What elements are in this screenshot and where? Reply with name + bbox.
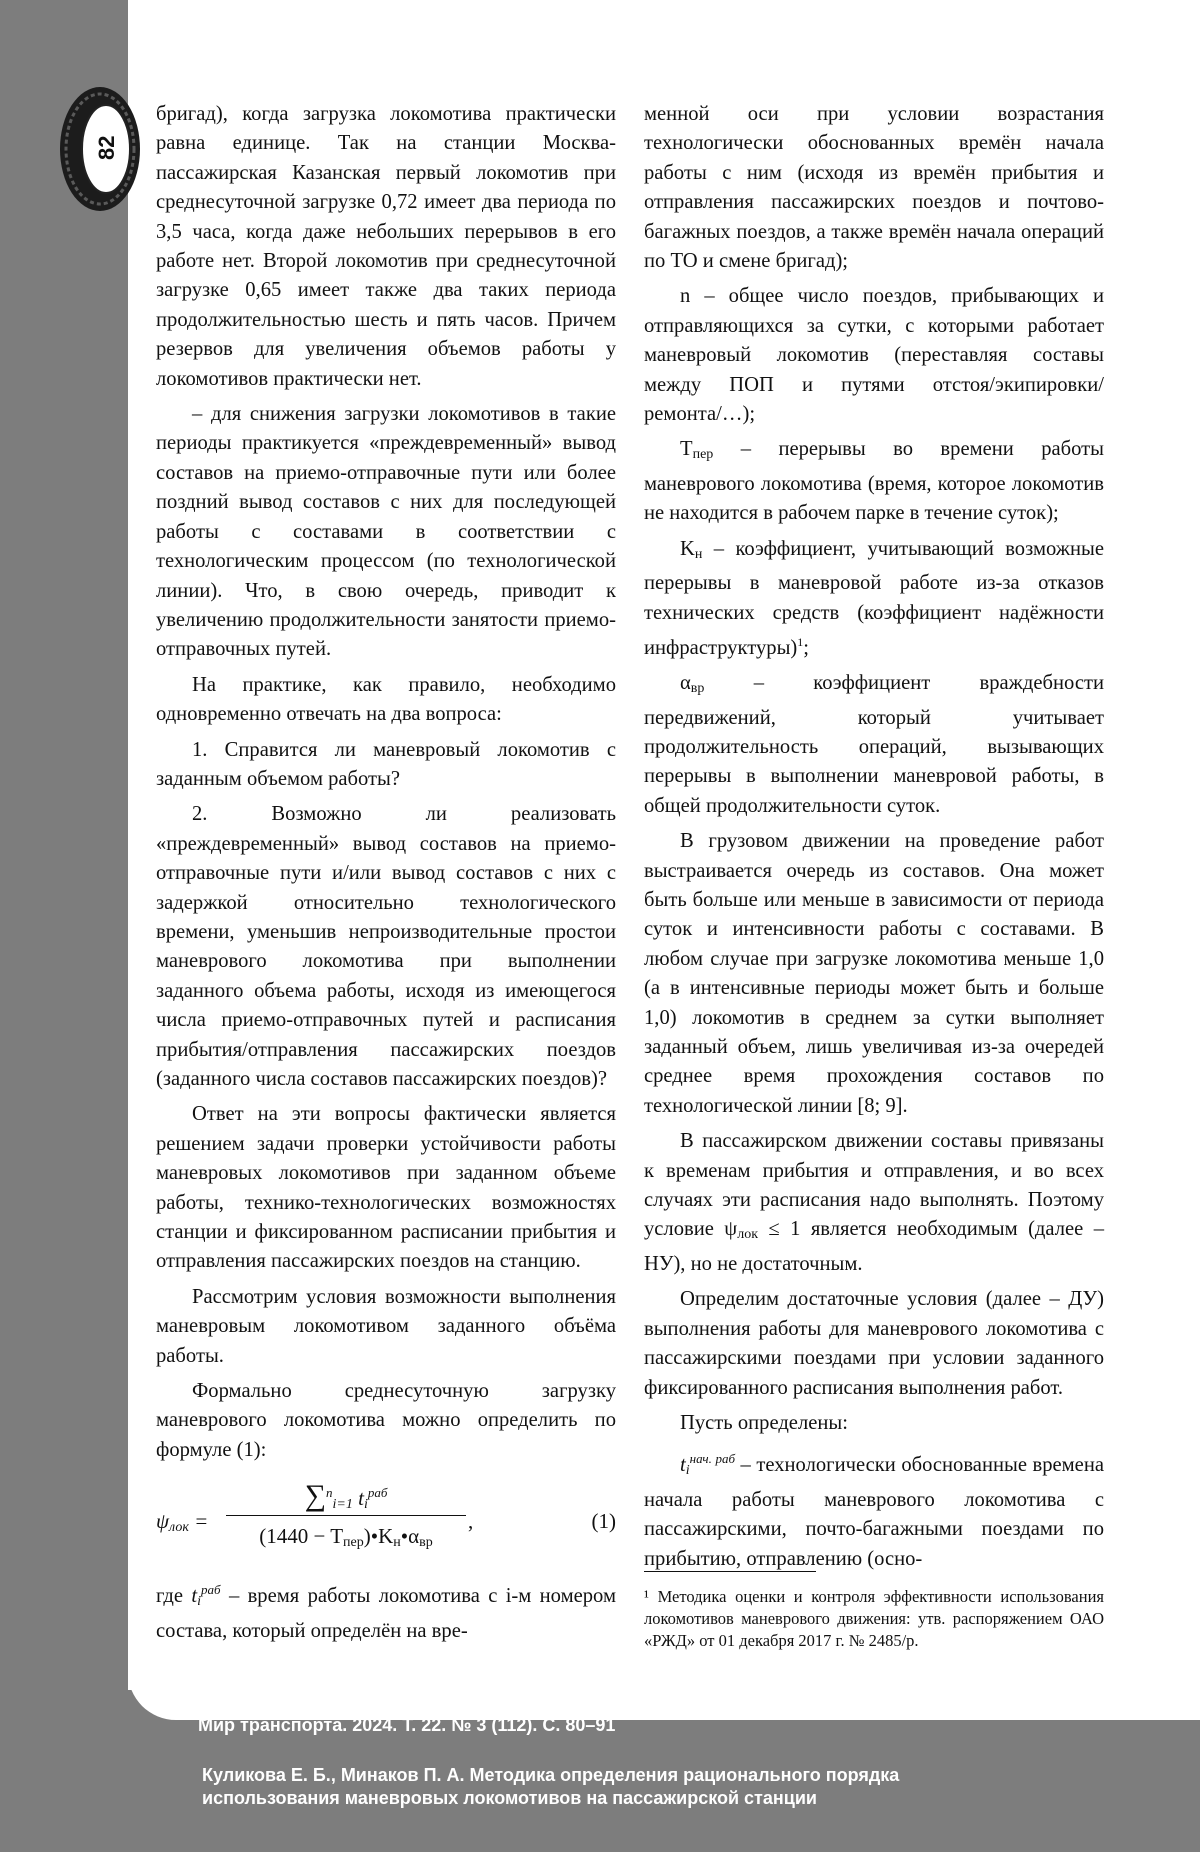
paragraph: В пассажирском движении составы привязаны к временам прибытия и отправления, и во всех случаях эти расписания надо выполнять. Поэтому условие ψлок ≤ 1 является необходимым (далее – НУ), но не достаточным. [644,1130,1104,1275]
definition-tper: Tпер – перерывы во времени работы маневрового локомотива (время, которое локомотив не находится в рабочем парке в течение суток); [644,438,1104,525]
definition-alpha: αвр – коэффициент враждебности передвижений, который учитывает продолжительность операций, вызывающих перерывы в выполнении маневровой работы, в общей продолжительности суток. [644,672,1104,817]
definition-kn: Kн – коэффициент, учитывающий возможные перерывы в маневровой работе из-за отказов технических средств (коэффициент надёжности инфраструктуры)$^1$; [644,537,1104,659]
list-item: 2. Возможно ли реализовать «преждевременный» вывод составов на приемо-отправочные пути и/или вывод составов с них с задержкой относительно технологического времени, уменьшив непроизводительные простои маневрового локомотива при выполнении заданного объема работы, исходя из имеющегося числа приемо-отправочных путей и расписания прибытия/отправления пассажирских поездов (заданного числа составов пассажирских поездов)? [156,803,616,1090]
definition-tnach: $ti^{нач. раб}$ – технологически обоснованные времена начала работы маневрового локомотива с пассажирскими, почто-багажными поездами по прибытию, отправлению (осно- [644,1451,1104,1570]
formula-numerator: ∑$^n$i=1 $ti^{раб}$ [304,1479,388,1513]
definition-n: n – общее число поездов, прибывающих и отправляющихся за сутки, с которыми работает маневровый локомотив (переставляя составы между ПОП и путями отстоя/экипировки/ремонта/…); [644,285,1104,426]
list-item: 1. Справится ли маневровый локомотив с заданным объемом работы? [156,738,616,790]
footnote: ¹ Методика оценки и контроля эффективности использования локомотивов маневрового движения: утв. распоряжением ОАО «РЖД» от 01 декабря 2017 г. № 2485/р. [644,1587,1104,1650]
paragraph: Рассмотрим условия возможности выполнения маневровым локомотивом заданного объёма работы. [156,1285,616,1367]
paragraph: – для снижения загрузки локомотивов в такие периоды практикуется «преждевременный» вывод составов на приемо-отправочные пути или более поздний вывод составов с них для последующей работы с составами в соответствии с технологическим процессом (по технологической линии). Что, в свою очередь, приводит к увеличению продолжительности занятости приемо-отправочных путей. [156,403,616,661]
formula-1: ψлок = ∑$^n$i=1 $ti^{раб}$ (1440 − Tпер)•Kн•αвр , (1) [156,1471,616,1571]
side-band [0,0,128,1852]
formula-lhs: ψлок = [156,1509,209,1536]
left-column [156,100,616,1646]
footnote-rule [644,1571,816,1572]
paragraph: где $ti^{раб}$ – время работы локомотива с i-м номером состава, который определён на вре- [156,1582,616,1642]
paragraph: Пусть определены: [680,1411,848,1434]
page-number: 82 [94,135,119,161]
formula-denominator: (1440 − Tпер)•Kн•αвр [259,1524,433,1551]
paragraph: бригад), когда загрузка локомотива практически равна единице. Так на станции Москва-пассажирская Казанская первый локомотив при среднесуточной загрузке 0,72 имеет два периода по 3,5 часа, когда даже небольших перерывов в его работе нет. Второй локомотив при среднесуточной загрузке 0,65 имеет также два таких периода продолжительностью шесть и пять часов. Причем резервов для увеличения объемов работы у локомотивов практически нет. [156,103,616,390]
paragraph: Ответ на эти вопросы фактически является решением задачи проверки устойчивости работы маневровых локомотивов при заданном объеме работы, технико-технологических возможностях станции и фиксированном расписании прибытия и отправления пассажирских поездов на станцию. [156,1103,616,1273]
footer-curve [128,1660,1200,1720]
paragraph: На практике, как правило, необходимо одновременно отвечать на два вопроса: [156,673,616,726]
paragraph: менной оси при условии возрастания технологически обоснованных времён начала работы с ним (исходя из времён прибытия и отправления пассажирских поездов и почтово-багажных поездов, а также времён начала операций по ТО и смене бригад); [644,103,1104,273]
journal-citation: Мир транспорта. 2024. Т. 22. № 3 (112). С. 80–91 [198,1715,616,1735]
formula-fraction [226,1471,466,1556]
equation-number: (1) [591,1509,616,1534]
paragraph: В грузовом движении на проведение работ выстраивается очередь из составов. Она может быть больше или меньше в зависимости от периода суток и интенсивности работы с составами. В любом случае при загрузке локомотива меньше 1,0 (а в интенсивные периоды может быть и больше 1,0) локомотив в среднем за сутки выполняет заданный объем, лишь увеличивая из-за очередей среднее время прохождения составов по технологической линии [8; 9]. [644,830,1104,1117]
article-authors-title: Куликова Е. Б., Минаков П. А. Методика определения рационального порядка использования маневровых локомотивов на пассажирской станции [202,1765,900,1808]
right-column [644,100,1104,1574]
paragraph: Формально среднесуточную загрузку маневрового локомотива можно определить по формуле (1): [156,1380,616,1461]
paragraph: Определим достаточные условия (далее – ДУ) выполнения работы для маневрового локомотива с пассажирскими поездами при условии заданного фиксированного расписания выполнения работ. [644,1288,1104,1399]
